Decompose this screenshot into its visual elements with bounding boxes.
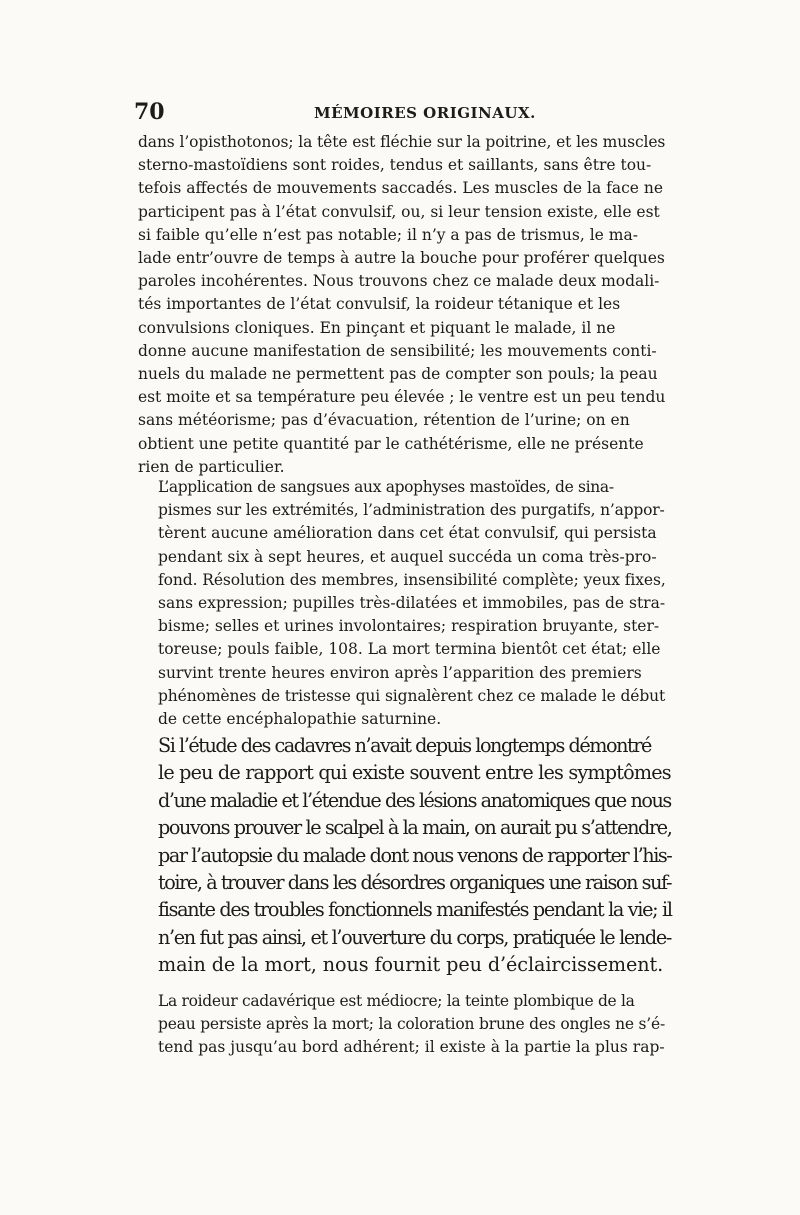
text-line: toreuse; pouls faible, 108. La mort termina bientôt cet état; elle <box>158 640 661 659</box>
text-line: sans expression; pupilles très-dilatées et immobiles, pas de stra- <box>158 594 666 613</box>
running-title: MÉMOIRES ORIGINAUX. <box>314 104 536 122</box>
text-line: tend pas jusqu’au bord adhérent; il existe à la partie la plus rap- <box>158 1038 665 1057</box>
text-line: L’application de sangsues aux apophyses mastoïdes, de sina- <box>158 478 614 496</box>
text-line: d’une maladie et l’étendue des lésions anatomiques que nous <box>158 788 671 812</box>
text-line: convulsions cloniques. En pinçant et piquant le malade, il ne <box>138 318 616 337</box>
paragraph-treatment <box>138 476 665 731</box>
text-line: fond. Résolution des membres, insensibilité complète; yeux fixes, <box>158 570 666 589</box>
text-line: La roideur cadavérique est médiocre; la teinte plombique de la <box>158 992 635 1010</box>
text-line: de cette encéphalopathie saturnine. <box>158 710 442 729</box>
text-line: paroles incohérentes. Nous trouvons chez ce malade deux modali- <box>138 272 660 291</box>
text-line: par l’autopsie du malade dont nous venons de rapporter l’his- <box>158 843 672 867</box>
text-line: sterno-mastoïdiens sont roides, tendus et saillants, sans être tou- <box>138 156 652 175</box>
text-line: bisme; selles et urines involontaires; respiration bruyante, ster- <box>158 617 660 636</box>
text-line: toire, à trouver dans les désordres organiques une raison suf- <box>158 871 672 895</box>
text-line: n’en fut pas ainsi, et l’ouverture du corps, pratiquée le lende- <box>158 925 671 949</box>
paragraph-cadaver-findings <box>138 990 665 1060</box>
page-header <box>134 98 664 126</box>
paragraph-autopsy-intro <box>138 732 672 979</box>
text-line: phénomènes de tristesse qui signalèrent chez ce malade le début <box>158 686 666 705</box>
text-line: pendant six à sept heures, et auquel succéda un coma très-pro- <box>158 547 657 566</box>
text-line: Si l’étude des cadavres n’avait depuis longtemps démontré <box>158 734 651 757</box>
text-line: nuels du malade ne permettent pas de compter son pouls; la peau <box>138 365 658 384</box>
text-line: tèrent aucune amélioration dans cet état convulsif, qui persista <box>158 524 657 543</box>
text-line: tefois affectés de mouvements saccadés. Les muscles de la face ne <box>138 179 664 198</box>
text-line: donne aucune manifestation de sensibilité; les mouvements conti- <box>138 341 657 360</box>
text-line: main de la mort, nous fournit peu d’éclaircissement. <box>158 953 664 977</box>
paragraph-opisthotonos <box>138 131 665 479</box>
text-line: survint trente heures environ après l’apparition des premiers <box>158 663 642 682</box>
text-line: fisante des troubles fonctionnels manifestés pendant la vie; il <box>158 898 672 922</box>
text-line: dans l’opisthotonos; la tête est fléchie sur la poitrine, et les muscles <box>138 133 666 151</box>
text-line: tés importantes de l’état convulsif, la roideur tétanique et les <box>138 295 621 314</box>
text-line: pismes sur les extrémités, l’administration des purgatifs, n’appor- <box>158 501 665 520</box>
text-line: obtient une petite quantité par le cathétérisme, elle ne présente <box>138 434 644 453</box>
page-number: 70 <box>134 99 165 125</box>
text-line: rien de particulier. <box>138 457 285 476</box>
text-line: sans météorisme; pas d’évacuation, rétention de l’urine; on en <box>138 411 630 430</box>
text-line: lade entr’ouvre de temps à autre la bouche pour proférer quelques <box>138 249 665 268</box>
text-line: peau persiste après la mort; la coloration brune des ongles ne s’é- <box>158 1015 666 1034</box>
text-line: si faible qu’elle n’est pas notable; il n’y a pas de trismus, le ma- <box>138 225 638 244</box>
text-line: le peu de rapport qui existe souvent entre les symptômes <box>158 761 671 785</box>
text-line: pouvons prouver le scalpel à la main, on aurait pu s’attendre, <box>158 816 672 840</box>
text-line: participent pas à l’état convulsif, ou, si leur tension existe, elle est <box>138 202 660 221</box>
text-line: est moite et sa température peu élevée ; le ventre est un peu tendu <box>138 388 666 407</box>
